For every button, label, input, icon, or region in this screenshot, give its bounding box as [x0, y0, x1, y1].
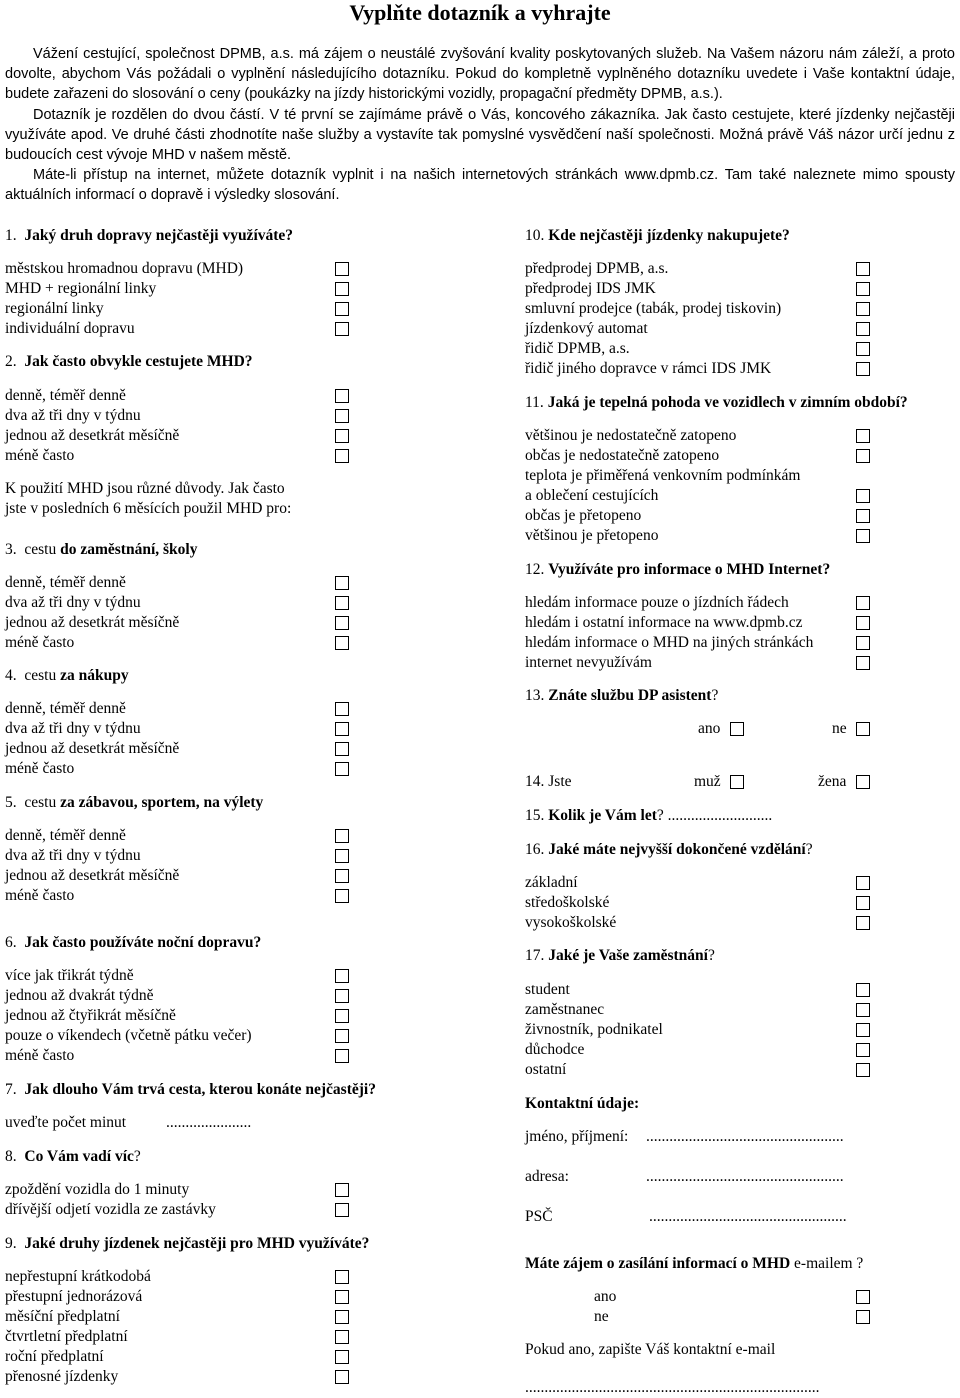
- q10-option-6: řidič jiného dopravce v rámci IDS JMK: [525, 360, 772, 377]
- q5-option-3: jednou až desetkrát měsíčně: [5, 867, 180, 884]
- q17-option-3: živnostník, podnikatel: [525, 1021, 663, 1038]
- q8-option-2: dřívější odjetí vozidla ze zastávky: [5, 1201, 216, 1218]
- q1-option-4: individuální dopravu: [5, 320, 135, 337]
- email-question: Máte zájem o zasílání informací o MHD e-mailem ?: [525, 1255, 864, 1272]
- q12-checkbox-3[interactable]: [856, 636, 870, 650]
- q12-option-4: internet nevyužívám: [525, 654, 652, 671]
- question-9-text: Jaké druhy jízdenek nejčastěji pro MHD využíváte?: [24, 1235, 370, 1252]
- q17-option-4: důchodce: [525, 1041, 585, 1058]
- q2-option-2: dva až tři dny v týdnu: [5, 407, 141, 424]
- question-16: 16. Jaké máte nejvyšší dokončené vzdělání?: [525, 841, 813, 858]
- contact-address-label: adresa:: [525, 1168, 569, 1185]
- contact-address-field[interactable]: ...................................................: [646, 1168, 844, 1185]
- q7-minutes-field[interactable]: ......................: [166, 1114, 252, 1131]
- q12-option-2: hledám i ostatní informace na www.dpmb.cz: [525, 614, 803, 631]
- q12-checkbox-2[interactable]: [856, 616, 870, 630]
- q3-option-4: méně často: [5, 634, 75, 651]
- intro-paragraph-3: Máte-li přístup na internet, můžete dotazník vyplnit i na našich internetových stránkách www.dpmb.cz. Tam také naleznete mimo spousty aktuálních informací o dopravě i výsledky slosování.: [5, 167, 955, 204]
- question-16-text: Jaké máte nejvyšší dokončené vzdělání: [548, 841, 806, 858]
- q6-option-3: jednou až čtyřikrát měsíčně: [5, 1007, 176, 1024]
- q10-checkbox-6[interactable]: [856, 362, 870, 376]
- question-9: 9. Jaké druhy jízdenek nejčastěji pro MHD využíváte?: [5, 1235, 370, 1252]
- q11-checkbox-2[interactable]: [856, 449, 870, 463]
- question-3: 3. cestu do zaměstnání, školy: [5, 541, 198, 558]
- q12-checkbox-1[interactable]: [856, 596, 870, 610]
- q13-yes-label: ano: [698, 720, 721, 737]
- q11-checkbox-3[interactable]: [856, 489, 870, 503]
- question-1: 1. Jaký druh dopravy nejčastěji využíváte?: [5, 227, 294, 244]
- q13-no-checkbox[interactable]: [856, 722, 870, 736]
- contact-heading: Kontaktní údaje:: [525, 1095, 640, 1112]
- q16-checkbox-1[interactable]: [856, 876, 870, 890]
- question-11-text: Jaká je tepelná pohoda ve vozidlech v zimním období?: [547, 394, 908, 411]
- q10-checkbox-2[interactable]: [856, 282, 870, 296]
- question-3-text: do zaměstnání, školy: [60, 541, 198, 558]
- q11-option-3-cont: a oblečení cestujících: [525, 487, 659, 504]
- question-6: 6. Jak často používáte noční dopravu?: [5, 934, 262, 951]
- contact-name-label: jméno, příjmení:: [525, 1128, 629, 1145]
- q4-option-3: jednou až desetkrát měsíčně: [5, 740, 180, 757]
- q11-option-5: většinou je přetopeno: [525, 527, 659, 544]
- q14-male-checkbox[interactable]: [730, 775, 744, 789]
- q17-checkbox-3[interactable]: [856, 1023, 870, 1037]
- q17-option-2: zaměstnanec: [525, 1001, 605, 1018]
- q6-option-4: pouze o víkendech (včetně pátku večer): [5, 1027, 252, 1044]
- q5-option-1: denně, téměř denně: [5, 827, 126, 844]
- page-title: Vyplňte dotazník a vyhrajte: [349, 0, 611, 25]
- q10-option-2: předprodej IDS JMK: [525, 280, 656, 297]
- email-no-checkbox[interactable]: [856, 1310, 870, 1324]
- q10-option-3: smluvní prodejce (tabák, prodej tiskovin): [525, 300, 782, 317]
- usage-note-line-2: jste v posledních 6 měsících použil MHD pro:: [5, 500, 292, 517]
- q10-option-4: jízdenkový automat: [525, 320, 648, 337]
- q1-option-1: městskou hromadnou dopravu (MHD): [5, 260, 244, 277]
- q15-age-field[interactable]: ? ...........................: [656, 807, 773, 824]
- q5-option-4: méně často: [5, 887, 75, 904]
- question-10-text: Kde nejčastěji jízdenky nakupujete?: [548, 227, 790, 244]
- q10-checkbox-3[interactable]: [856, 302, 870, 316]
- q3-option-1: denně, téměř denně: [5, 574, 126, 591]
- question-1-text: Jaký druh dopravy nejčastěji využíváte?: [24, 227, 294, 244]
- q12-checkbox-4[interactable]: [856, 656, 870, 670]
- q9-option-5: roční předplatní: [5, 1348, 104, 1365]
- q10-checkbox-5[interactable]: [856, 342, 870, 356]
- q16-option-3: vysokoškolské: [525, 914, 617, 931]
- question-14: 14. Jste: [525, 773, 572, 790]
- question-12: 12. Využíváte pro informace o MHD Internet?: [525, 561, 831, 578]
- question-10: 10. Kde nejčastěji jízdenky nakupujete?: [525, 227, 790, 244]
- contact-psc-field[interactable]: ...................................................: [649, 1208, 847, 1225]
- contact-psc-label: PSČ: [525, 1208, 553, 1225]
- q11-checkbox-4[interactable]: [856, 509, 870, 523]
- question-4-text: za nákupy: [60, 667, 129, 684]
- email-question-text: Máte zájem o zasílání informací o MHD: [525, 1255, 791, 1272]
- q11-option-3: teplota je přiměřená venkovním podmínkám: [525, 467, 801, 484]
- question-17: 17. Jaké je Vaše zaměstnání?: [525, 947, 715, 964]
- q16-checkbox-2[interactable]: [856, 896, 870, 910]
- q17-option-1: student: [525, 981, 570, 998]
- q5-option-2: dva až tři dny v týdnu: [5, 847, 141, 864]
- question-13-text: Znáte službu DP asistent: [548, 687, 712, 704]
- q2-option-3: jednou až desetkrát měsíčně: [5, 427, 180, 444]
- q9-option-6: přenosné jízdenky: [5, 1368, 119, 1385]
- q11-option-1: většinou je nedostatečně zatopeno: [525, 427, 737, 444]
- q14-male-label: muž: [694, 773, 721, 790]
- q14-female-checkbox[interactable]: [856, 775, 870, 789]
- q17-option-5: ostatní: [525, 1061, 567, 1078]
- q9-option-2: přestupní jednorázová: [5, 1288, 143, 1305]
- q8-option-1: zpoždění vozidla do 1 minuty: [5, 1181, 190, 1198]
- question-12-text: Využíváte pro informace o MHD Internet?: [548, 561, 831, 578]
- q11-checkbox-5[interactable]: [856, 529, 870, 543]
- q11-checkbox-1[interactable]: [856, 429, 870, 443]
- q17-checkbox-2[interactable]: [856, 1003, 870, 1017]
- q9-option-1: nepřestupní krátkodobá: [5, 1268, 151, 1285]
- q12-option-3: hledám informace o MHD na jiných stránkách: [525, 634, 814, 651]
- q2-option-4: méně často: [5, 447, 75, 464]
- q6-option-5: méně často: [5, 1047, 75, 1064]
- question-7: 7. Jak dlouho Vám trvá cesta, kterou konáte nejčastěji?: [5, 1081, 376, 1098]
- q1-option-2: MHD + regionální linky: [5, 280, 157, 297]
- email-yes-checkbox[interactable]: [856, 1290, 870, 1304]
- q3-option-2: dva až tři dny v týdnu: [5, 594, 141, 611]
- q13-no-label: ne: [832, 720, 847, 737]
- question-13: 13. Znáte službu DP asistent?: [525, 687, 719, 704]
- q6-option-1: více jak třikrát týdně: [5, 967, 134, 984]
- q17-checkbox-1[interactable]: [856, 983, 870, 997]
- q9-option-3: měsíční předplatní: [5, 1308, 120, 1325]
- question-6-text: Jak často používáte noční dopravu?: [24, 934, 262, 951]
- question-5: 5. cestu za zábavou, sportem, na výlety: [5, 794, 264, 811]
- q11-option-2: občas je nedostatečně zatopeno: [525, 447, 720, 464]
- q3-option-3: jednou až desetkrát měsíčně: [5, 614, 180, 631]
- email-yes-label: ano: [594, 1288, 617, 1305]
- question-15: 15. Kolik je Vám let? ...........................: [525, 807, 773, 824]
- contact-name-field[interactable]: ...................................................: [646, 1128, 844, 1145]
- q4-option-4: méně často: [5, 760, 75, 777]
- q16-checkbox-3[interactable]: [856, 916, 870, 930]
- q13-yes-checkbox[interactable]: [730, 722, 744, 736]
- question-14-text: Jste: [548, 773, 572, 790]
- question-15-text: Kolik je Vám let: [548, 807, 657, 824]
- q10-checkbox-4[interactable]: [856, 322, 870, 336]
- q4-option-1: denně, téměř denně: [5, 700, 126, 717]
- q1-option-3: regionální linky: [5, 300, 104, 317]
- q14-female-label: žena: [818, 773, 847, 790]
- q16-option-1: základní: [525, 874, 578, 891]
- usage-note-line-1: K použití MHD jsou různé důvody. Jak často: [5, 480, 285, 497]
- question-8: 8. Co Vám vadí víc?: [5, 1148, 141, 1165]
- question-2-text: Jak často obvykle cestujete MHD?: [24, 353, 253, 370]
- email-no-label: ne: [594, 1308, 609, 1325]
- q2-option-1: denně, téměř denně: [5, 387, 126, 404]
- question-7-text: Jak dlouho Vám trvá cesta, kterou konáte nejčastěji?: [24, 1081, 376, 1098]
- q12-option-1: hledám informace pouze o jízdních řádech: [525, 594, 789, 611]
- question-17-text: Jaké je Vaše zaměstnání: [548, 947, 708, 964]
- q7-minutes-label: uveďte počet minut: [5, 1114, 127, 1131]
- q16-option-2: středoškolské: [525, 894, 610, 911]
- email-prompt: Pokud ano, zapište Váš kontaktní e-mail: [525, 1341, 776, 1358]
- intro-paragraph-1: Vážení cestující, společnost DPMB, a.s. má zájem o neustálé zvyšování kvality poskytovaných služeb. Na Vašem názoru nám záleží, a proto dovolte, abychom Vás požádali o vyplnění následujícího dotazníku. Pokud do kompletně vyplněného dotazníku uvedete i Vaše kontaktní údaje, budete zařazeni do slosování o ceny (poukázky na jízdy historickými vozidly, propagační předměty DPMB, a.s.).: [5, 46, 955, 103]
- q9-option-4: čtvrtletní předplatní: [5, 1328, 128, 1345]
- question-11: 11. Jaká je tepelná pohoda ve vozidlech v zimním období?: [525, 394, 908, 411]
- question-8-text: Co Vám vadí víc: [24, 1148, 134, 1165]
- question-5-text: za zábavou, sportem, na výlety: [60, 794, 264, 811]
- q6-option-2: jednou až dvakrát týdně: [5, 987, 154, 1004]
- q17-checkbox-5[interactable]: [856, 1063, 870, 1077]
- q10-option-1: předprodej DPMB, a.s.: [525, 260, 669, 277]
- question-2: 2. Jak často obvykle cestujete MHD?: [5, 353, 253, 370]
- q17-checkbox-4[interactable]: [856, 1043, 870, 1057]
- q4-option-2: dva až tři dny v týdnu: [5, 720, 141, 737]
- q10-option-5: řidič DPMB, a.s.: [525, 340, 630, 357]
- q11-option-4: občas je přetopeno: [525, 507, 642, 524]
- intro-paragraph-2: Dotazník je rozdělen do dvou částí. V té první se zajímáme právě o Vás, koncového zákazníka. Jak často cestujete, které jízdenky nejčastěji využíváte apod. Ve druhé části zhodnotíte naše služby a vystavíte tak pomyslné vysvědčení naší společnosti. Možná právě Váš názor určí jednu z budoucích cest vývoje MHD v našem městě.: [5, 106, 955, 164]
- question-4: 4. cestu za nákupy: [5, 667, 129, 684]
- email-field[interactable]: ............................................................................: [525, 1379, 820, 1396]
- q10-checkbox-1[interactable]: [856, 262, 870, 276]
